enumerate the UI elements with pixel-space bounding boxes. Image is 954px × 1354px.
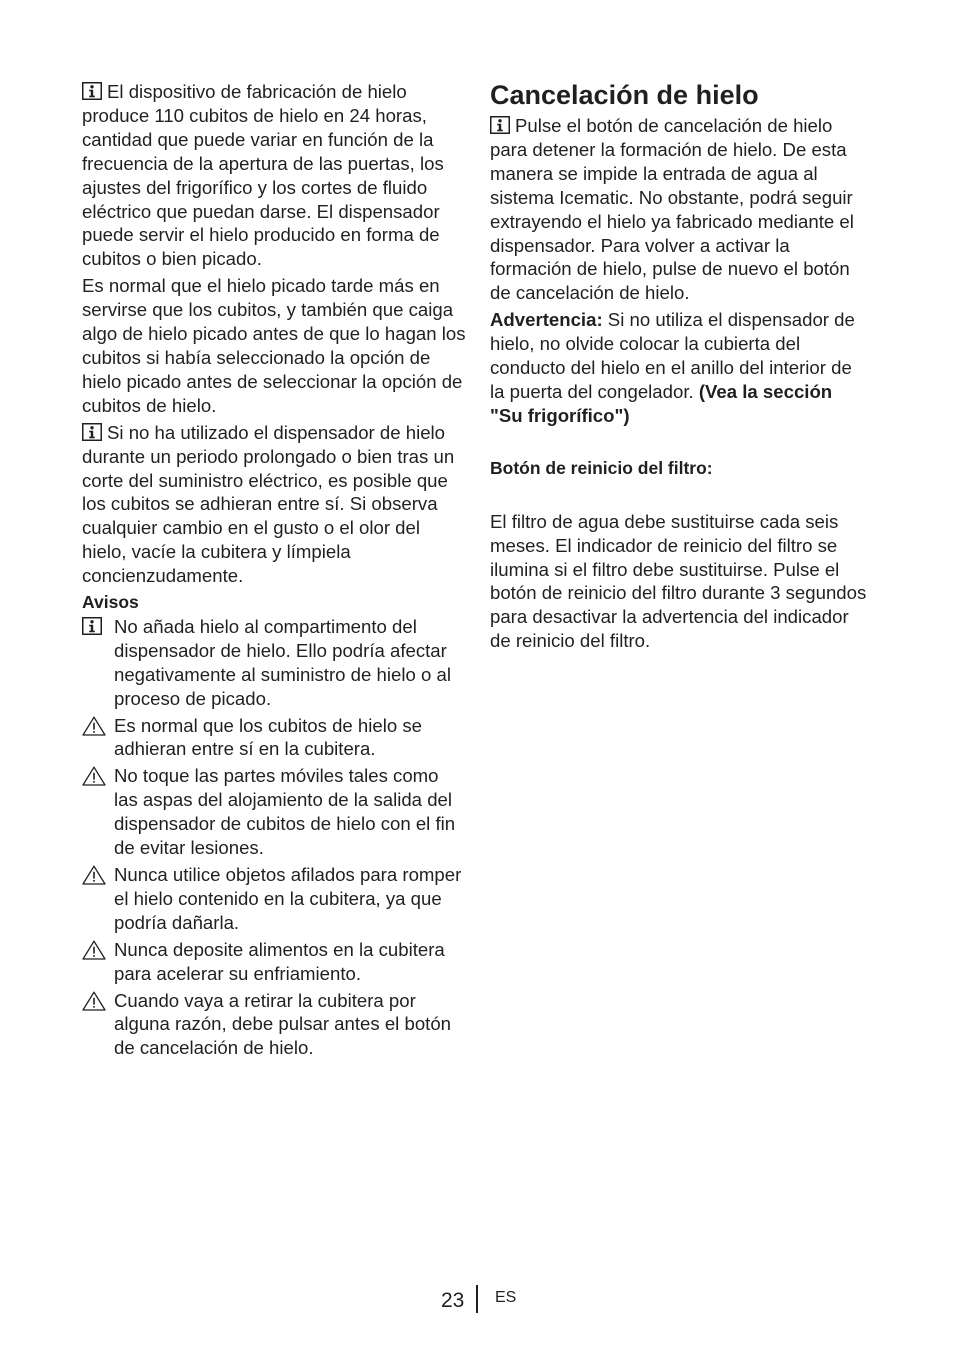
warning-icon <box>82 940 106 960</box>
avisos-heading: Avisos <box>82 592 139 613</box>
list-item: Es normal que los cubitos de hielo se adhieran entre sí en la cubitera. <box>82 714 466 762</box>
paragraph-crushed-ice: Es normal que el hielo picado tarde más en servirse que los cubitos, y también que caiga algo de hielo picado antes de que lo hagan los cubitos si había seleccionado la opción de hielo picado antes de seleccionar la opción de cubitos de hielo. <box>82 275 466 416</box>
info-paragraph-ice-cancel: Pulse el botón de cancelación de hielo para detener la formación de hielo. De esta manera se impide la entrada de agua al sistema Icematic. No obstante, podrá seguir extrayendo el hielo ya fabricado mediante el dispensador. Para volver a activar la formación de hielo, pulse de nuevo el botón de cancelación de hielo. <box>490 115 854 304</box>
warning-label: Advertencia: <box>490 309 603 331</box>
list-item: Nunca deposite alimentos en la cubitera para acelerar su enfriamiento. <box>82 938 466 986</box>
left-column <box>82 80 466 1060</box>
warning-paragraph <box>490 308 868 428</box>
info-icon <box>490 116 510 134</box>
warning-icon <box>82 865 106 885</box>
warning-text: Si no utiliza el dispensador de hielo, no olvide colocar la cubierta del conducto del hielo en el anillo del interior de la puerta del congelador. <box>490 309 855 402</box>
right-column <box>490 80 868 653</box>
info-icon <box>82 423 102 441</box>
warning-icon <box>82 991 106 1011</box>
list-item: Nunca utilice objetos afilados para romper el hielo contenido en la cubitera, ya que podría dañarla. <box>82 863 466 935</box>
footer-divider <box>476 1285 478 1313</box>
warning-icon <box>82 766 106 786</box>
info-paragraph-ice-production: El dispositivo de fabricación de hielo produce 110 cubitos de hielo en 24 horas, cantidad que puede variar en función de la frecuencia de la apertura de las puertas, los ajustes del frigorífico y los cortes de fluido eléctrico que puedan darse. El dispensador puede servir el hielo producido en forma de cubitos o bien picado. <box>82 81 444 270</box>
section-reference: (Vea la sección "Su frigorífico") <box>490 380 833 426</box>
avisos-list <box>82 615 466 1060</box>
filter-reset-heading: Botón de reinicio del filtro: <box>490 457 713 478</box>
page-number: 23 <box>441 1289 465 1312</box>
section-heading-ice-cancel: Cancelación de hielo <box>490 80 759 110</box>
language-code: ES <box>495 1289 517 1306</box>
info-icon <box>82 617 102 635</box>
info-icon <box>82 82 102 100</box>
info-paragraph-unused-dispenser: Si no ha utilizado el dispensador de hielo durante un periodo prolongado o bien tras un corte del suministro eléctrico, es posible que los cubitos se adhieran entre sí. Si observa cualquier cambio en el gusto o el olor del hielo, vacíe la cubitera y límpiela concienzudamente. <box>82 421 455 587</box>
list-item: No añada hielo al compartimento del dispensador de hielo. Ello podría afectar negativamente al suministro de hielo o al proceso de picado. <box>82 615 466 711</box>
list-item: No toque las partes móviles tales como las aspas del alojamiento de la salida del dispensador de cubitos de hielo con el fin de evitar lesiones. <box>82 764 466 860</box>
warning-icon <box>82 716 106 736</box>
filter-reset-paragraph: El filtro de agua debe sustituirse cada seis meses. El indicador de reinicio del filtro se ilumina si el filtro debe sustituirse. Pulse el botón de reinicio del filtro durante 3 segundos para desactivar la advertencia del indicador de reinicio del filtro. <box>490 510 867 652</box>
list-item: Cuando vaya a retirar la cubitera por alguna razón, debe pulsar antes el botón de cancelación de hielo. <box>82 989 466 1061</box>
